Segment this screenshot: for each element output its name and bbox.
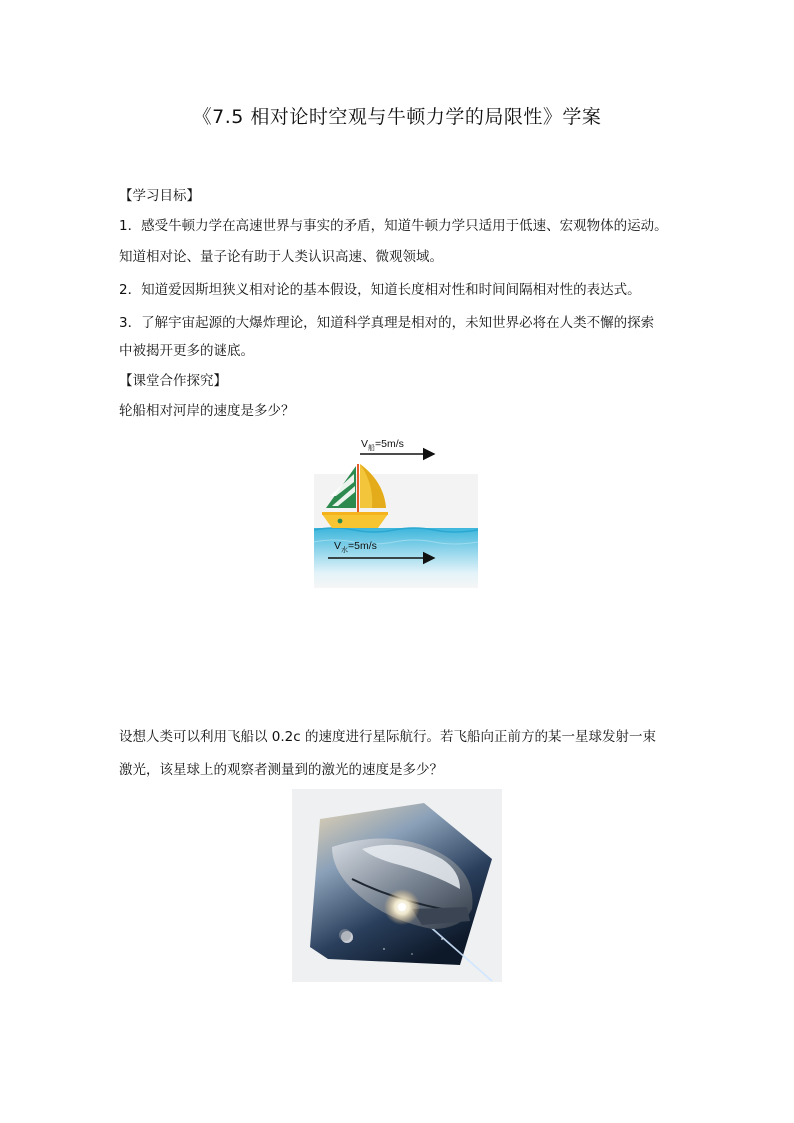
boat-velocity-label: $V_船=5m/s$ bbox=[361, 438, 404, 453]
goal-3: 3．了解宇宙起源的大爆炸理论，知道科学真理是相对的，未知世界必将在人类不懈的探索 bbox=[119, 315, 655, 331]
page-title: 《7.5 相对论时空观与牛顿力学的局限性》学案 bbox=[192, 106, 602, 128]
goal-1: 1．感受牛顿力学在高速世界与事实的矛盾，知道牛顿力学只适用于低速、宏观物体的运动。 bbox=[119, 218, 668, 234]
goal-2: 2．知道爱因斯坦狭义相对论的基本假设，知道长度相对性和时间间隔相对性的表达式。 bbox=[119, 282, 641, 298]
goals-heading: 【学习目标】 bbox=[119, 188, 200, 204]
spaceship-figure bbox=[292, 789, 502, 982]
question-2-line-2: 激光，该星球上的观察者测量到的激光的速度是多少？ bbox=[119, 762, 443, 778]
question-1: 轮船相对河岸的速度是多少？ bbox=[119, 403, 295, 419]
inquiry-heading: 【课堂合作探究】 bbox=[119, 373, 227, 389]
water-velocity-label: $V_水=5m/s$ bbox=[334, 540, 377, 555]
boat-velocity-figure bbox=[314, 434, 478, 588]
goal-1-cont: 知道相对论、量子论有助于人类认识高速、微观领域。 bbox=[119, 249, 443, 265]
question-2-line-1: 设想人类可以利用飞船以 0.2c 的速度进行星际航行。若飞船向正前方的某一星球发射一束 bbox=[119, 729, 656, 745]
spaceship-icon bbox=[292, 789, 502, 982]
goal-3-cont: 中被揭开更多的谜底。 bbox=[119, 343, 254, 359]
